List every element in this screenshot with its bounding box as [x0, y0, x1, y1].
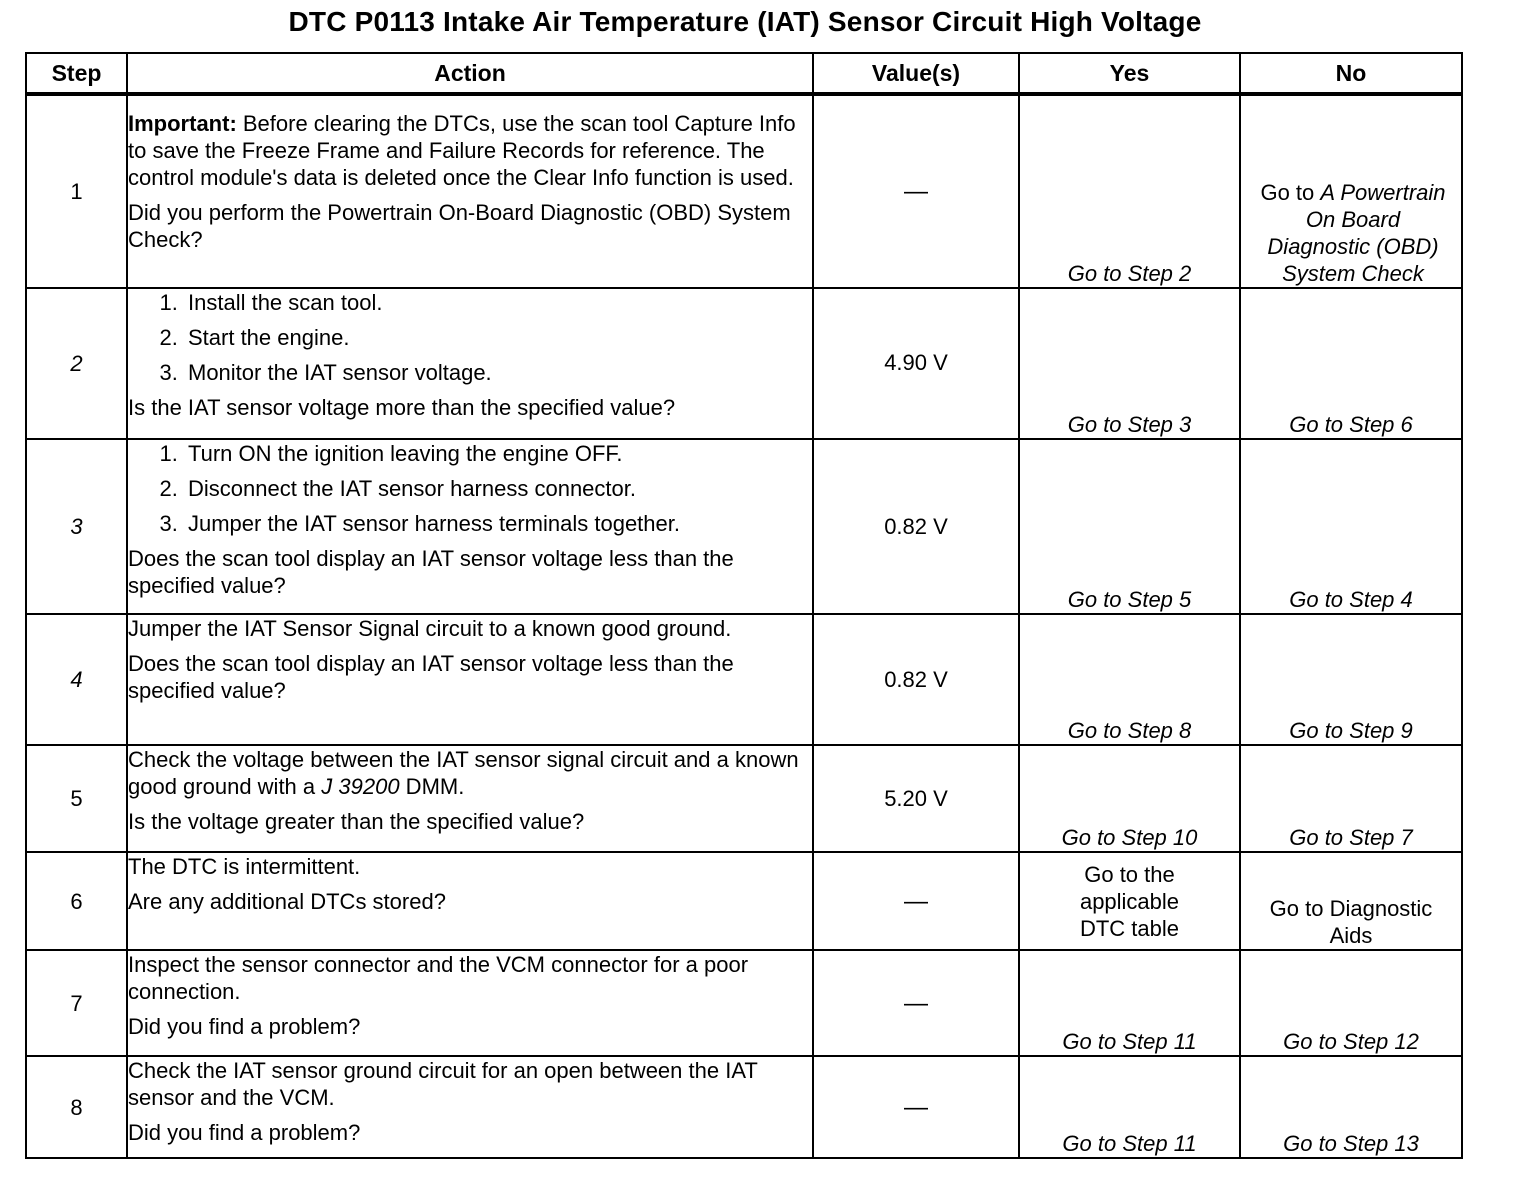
no-cell [1240, 1056, 1462, 1158]
action-cell [127, 745, 813, 852]
no-cell [1240, 288, 1462, 439]
diagnostic-table [25, 52, 1463, 1159]
yes-cell [1019, 94, 1240, 288]
action-steps-list [128, 440, 812, 537]
yes-link[interactable]: Go to Step 11 [1062, 1131, 1197, 1156]
table-row [26, 1056, 1462, 1158]
value-text: 0.82 V [884, 667, 948, 692]
yes-link[interactable]: Go to Step 2 [1067, 261, 1192, 286]
no-link[interactable]: Go to Step 9 [1289, 718, 1413, 743]
action-question: Does the scan tool display an IAT sensor voltage less than the specified value? [128, 651, 734, 703]
action-cell [127, 1056, 813, 1158]
step-number: 3 [26, 439, 127, 614]
action-question: Did you find a problem? [128, 1014, 361, 1039]
action-cell [127, 950, 813, 1056]
table-row [26, 439, 1462, 614]
value-cell [813, 94, 1019, 288]
no-link[interactable]: Go to Step 6 [1289, 412, 1413, 437]
action-instruction: Jumper the IAT Sensor Signal circuit to a known good ground. [128, 616, 732, 641]
yes-link[interactable]: Go to the applicable DTC table [1079, 861, 1180, 941]
action-step-item: 1. Install the scan tool. [184, 289, 812, 316]
yes-link[interactable]: Go to Step 10 [1061, 825, 1198, 850]
table-row [26, 288, 1462, 439]
table-row [26, 94, 1462, 288]
value-text: 4.90 V [884, 350, 948, 375]
page-title: DTC P0113 Intake Air Temperature (IAT) Sensor Circuit High Voltage [288, 6, 1202, 37]
value-text: — [904, 1093, 928, 1121]
table-row [26, 745, 1462, 852]
value-text: 0.82 V [884, 514, 948, 539]
table-header-row [26, 53, 1462, 94]
instruction-text: Check the voltage between the IAT sensor signal circuit and a known good ground with a [128, 747, 799, 799]
value-cell [813, 852, 1019, 950]
action-cell [127, 852, 813, 950]
column-header-values: Value(s) [813, 53, 1019, 94]
step-number: 4 [26, 614, 127, 745]
value-text: — [904, 178, 928, 205]
yes-link[interactable]: Go to Step 5 [1067, 587, 1192, 612]
yes-cell [1019, 745, 1240, 852]
value-text: 5.20 V [884, 786, 948, 811]
important-text: Before clearing the DTCs, use the scan tool Capture Info to save the Freeze Frame and Failure Records for reference. The control module's data is deleted once the Clear Info function is used. [128, 111, 796, 190]
action-step-item: 2. Start the engine. [184, 324, 812, 351]
step-number: 7 [26, 950, 127, 1056]
step-number: 5 [26, 745, 127, 852]
important-label: Important: [128, 111, 237, 136]
action-cell [127, 614, 813, 745]
value-cell [813, 439, 1019, 614]
no-cell [1240, 439, 1462, 614]
no-cell [1240, 94, 1462, 288]
value-cell [813, 288, 1019, 439]
action-cell [127, 439, 813, 614]
instruction-text-end: DMM. [399, 774, 465, 799]
no-link[interactable]: Go to Diagnostic Aids [1269, 896, 1433, 948]
value-cell [813, 950, 1019, 1056]
yes-cell [1019, 1056, 1240, 1158]
yes-link[interactable]: Go to Step 3 [1067, 412, 1192, 437]
table-row [26, 614, 1462, 745]
action-cell [127, 94, 813, 288]
yes-link[interactable]: Go to Step 8 [1067, 718, 1192, 743]
important-note [128, 110, 812, 191]
action-step-item: 3. Monitor the IAT sensor voltage. [184, 359, 812, 386]
column-header-action: Action [127, 53, 813, 94]
action-instruction [128, 746, 812, 800]
action-step-item: 2. Disconnect the IAT sensor harness connector. [184, 475, 812, 502]
action-question: Are any additional DTCs stored? [128, 889, 446, 914]
step-number: 1 [26, 94, 127, 288]
yes-link[interactable]: Go to Step 11 [1062, 1029, 1197, 1054]
yes-cell [1019, 288, 1240, 439]
no-cell [1240, 745, 1462, 852]
no-cell [1240, 852, 1462, 950]
no-link-prefix: Go to [1260, 180, 1321, 205]
step-number: 2 [26, 288, 127, 439]
no-cell [1240, 614, 1462, 745]
action-instruction: Inspect the sensor connector and the VCM connector for a poor connection. [128, 952, 749, 1004]
action-question: Did you find a problem? [128, 1120, 361, 1145]
action-instruction: The DTC is intermittent. [128, 854, 361, 879]
action-question: Is the voltage greater than the specified value? [128, 809, 585, 834]
value-text: — [904, 989, 928, 1017]
action-step-item: 3. Jumper the IAT sensor harness terminals together. [184, 510, 812, 537]
value-cell [813, 614, 1019, 745]
tool-number: J 39200 [321, 774, 400, 799]
column-header-step: Step [26, 53, 127, 94]
step-number: 6 [26, 852, 127, 950]
no-cell [1240, 950, 1462, 1056]
value-cell [813, 745, 1019, 852]
yes-cell [1019, 852, 1240, 950]
yes-cell [1019, 439, 1240, 614]
yes-cell [1019, 614, 1240, 745]
action-step-item: 1. Turn ON the ignition leaving the engine OFF. [184, 440, 812, 467]
action-cell [127, 288, 813, 439]
no-link[interactable]: Go to Step 4 [1289, 587, 1413, 612]
no-link[interactable] [1260, 180, 1445, 286]
action-question: Is the IAT sensor voltage more than the specified value? [128, 395, 676, 420]
action-instruction: Check the IAT sensor ground circuit for an open between the IAT sensor and the VCM. [128, 1058, 758, 1110]
no-link-target: A Powertrain On Board Diagnostic (OBD) System Check [1267, 180, 1446, 286]
table-row [26, 950, 1462, 1056]
column-header-no: No [1240, 53, 1462, 94]
column-header-yes: Yes [1019, 53, 1240, 94]
action-question: Does the scan tool display an IAT sensor voltage less than the specified value? [128, 546, 734, 598]
no-link[interactable]: Go to Step 7 [1289, 825, 1413, 850]
no-link[interactable]: Go to Step 13 [1283, 1131, 1419, 1156]
yes-cell [1019, 950, 1240, 1056]
no-link[interactable]: Go to Step 12 [1283, 1029, 1419, 1054]
action-question: Did you perform the Powertrain On-Board Diagnostic (OBD) System Check? [128, 200, 791, 252]
value-text: — [904, 887, 928, 915]
action-steps-list [128, 289, 812, 386]
value-cell [813, 1056, 1019, 1158]
table-row [26, 852, 1462, 950]
step-number: 8 [26, 1056, 127, 1158]
